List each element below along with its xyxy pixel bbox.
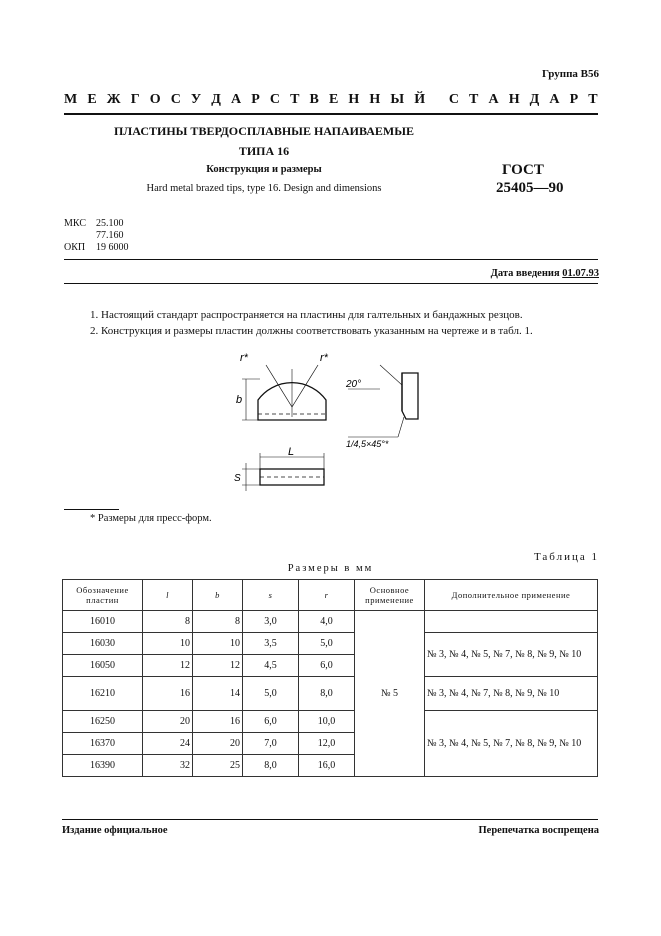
date-rule-bottom [64,283,598,284]
cell-r: 12,0 [299,733,355,755]
code-value: 25.100 [96,218,124,229]
table-row [63,711,598,733]
label-angle: 20° [346,379,362,390]
banner-letter: Е [87,92,97,107]
cell-b: 12 [193,655,243,677]
cell-s: 8,0 [243,755,299,777]
cell-id: 16250 [63,711,143,733]
paragraph-2: 2. Конструкция и размеры пластин должны соответствовать указанным на чертеже и в табл. 1. [90,325,533,337]
banner-letter: Е [328,92,339,107]
header-b: b [193,580,243,611]
cell-s: 3,5 [243,633,299,655]
banner-letter: Т [588,92,598,107]
cell-b: 20 [193,733,243,755]
banner-letter [435,92,439,108]
cell-additional-empty [425,611,598,633]
banner-letter: Р [251,92,260,107]
cell-r: 5,0 [299,633,355,655]
dimensions-table [62,579,598,777]
interstate-standard-banner [64,92,598,108]
banner-letter: С [170,92,181,107]
banner-letter: Р [569,92,579,107]
banner-letter: Г [130,92,140,107]
radius-line-left [266,365,292,407]
cell-b: 16 [193,711,243,733]
cell-l: 24 [143,733,193,755]
label-r-left: r* [240,352,248,364]
label-l: L [288,446,295,458]
banner-letter: О [149,92,161,107]
cell-b: 8 [193,611,243,633]
header-s: s [243,580,299,611]
banner-letter: Ж [106,92,121,107]
banner-letter: Н [348,92,360,107]
banner-letter: Й [414,92,426,107]
table-header-row [63,580,598,611]
code-value: 19 6000 [96,242,129,253]
cell-id: 16370 [63,733,143,755]
cell-s: 5,0 [243,677,299,711]
group-label: Группа В56 [541,68,599,80]
table-row [63,677,598,711]
cell-id: 16030 [63,633,143,655]
code-key: ОКП [64,242,86,253]
cell-s: 4,5 [243,655,299,677]
banner-letter: Н [508,92,520,107]
banner-letter: А [231,92,242,107]
gost-label: ГОСТ [502,162,544,178]
banner-letter: В [309,92,319,107]
header-main-application: Основное применение [355,580,425,611]
label-r-right: r* [320,352,328,364]
banner-letter: Т [469,92,479,107]
cell-b: 14 [193,677,243,711]
footer-rule [62,819,598,820]
title-english: Hard metal brazed tips, type 16. Design and dimensions [146,183,382,194]
cell-l: 32 [143,755,193,777]
cell-b: 25 [193,755,243,777]
footer-official-edition: Издание официальное [62,825,168,836]
banner-letter: С [448,92,459,107]
cell-main-application: № 5 [355,611,425,777]
code-value: 77.160 [96,230,124,241]
cell-r: 4,0 [299,611,355,633]
banner-letter: Д [529,92,540,107]
date-label: Дата введения [490,268,560,279]
cell-l: 12 [143,655,193,677]
title-subtitle: Конструкция и размеры [206,164,322,175]
cell-additional-application: № 3, № 4, № 7, № 8, № 9, № 10 [425,677,598,711]
paragraph-1: 1. Настоящий стандарт распространяется на пластины для галтельных и бандажных резцов. [90,309,523,321]
cell-b: 10 [193,633,243,655]
cell-r: 8,0 [299,677,355,711]
radius-line-right [292,365,318,407]
banner-letter: А [488,92,499,107]
cell-id: 16390 [63,755,143,777]
cell-additional-application: № 3, № 4, № 5, № 7, № 8, № 9, № 10 [425,633,598,677]
footer-reprint-prohibited: Перепечатка воспрещена [478,825,599,836]
table-dims-caption: Размеры в мм [287,563,374,574]
cell-id: 16210 [63,677,143,711]
banner-letter: Т [290,92,300,107]
cell-r: 10,0 [299,711,355,733]
cell-l: 10 [143,633,193,655]
cell-s: 7,0 [243,733,299,755]
banner-letter: М [64,92,78,107]
header-l: l [143,580,193,611]
cell-l: 16 [143,677,193,711]
date-rule [64,259,598,260]
classification-codes [64,218,129,254]
table-row [63,633,598,655]
gost-number: 25405—90 [496,180,564,196]
cell-l: 8 [143,611,193,633]
header-rule [64,113,598,115]
cell-additional-application: № 3, № 4, № 5, № 7, № 8, № 9, № 10 [425,711,598,777]
table-caption: Таблица 1 [533,551,599,563]
label-s: S [234,473,241,484]
footnote: * Размеры для пресс-форм. [90,513,212,524]
header-r: r [299,580,355,611]
cell-s: 6,0 [243,711,299,733]
cell-s: 3,0 [243,611,299,633]
introduction-date [491,268,599,279]
footnote-rule [64,509,119,510]
table-row [63,611,598,633]
cell-id: 16010 [63,611,143,633]
cell-l: 20 [143,711,193,733]
code-key [64,230,96,242]
code-key: МКС [64,218,86,229]
cell-r: 16,0 [299,755,355,777]
cell-r: 6,0 [299,655,355,677]
label-b: b [236,394,243,406]
date-value: 01.07.93 [562,268,599,279]
header-designation: Обозначение пластин [63,580,143,611]
header-additional-application: Дополнительное применение [425,580,598,611]
cell-id: 16050 [63,655,143,677]
banner-letter: А [549,92,560,107]
side-view-outline [402,373,418,419]
title-line-2: ТИПА 16 [238,144,290,158]
title-line-1: ПЛАСТИНЫ ТВЕРДОСПЛАВНЫЕ НАПАИВАЕМЫЕ [113,124,415,138]
banner-letter: С [269,92,281,107]
banner-letter: Н [369,92,381,107]
banner-letter: Ы [390,92,405,107]
banner-letter: Д [211,92,221,107]
label-chamfer: 1/4,5×45°* [346,439,389,449]
tip-drawing [230,345,430,495]
banner-letter: У [190,92,202,107]
